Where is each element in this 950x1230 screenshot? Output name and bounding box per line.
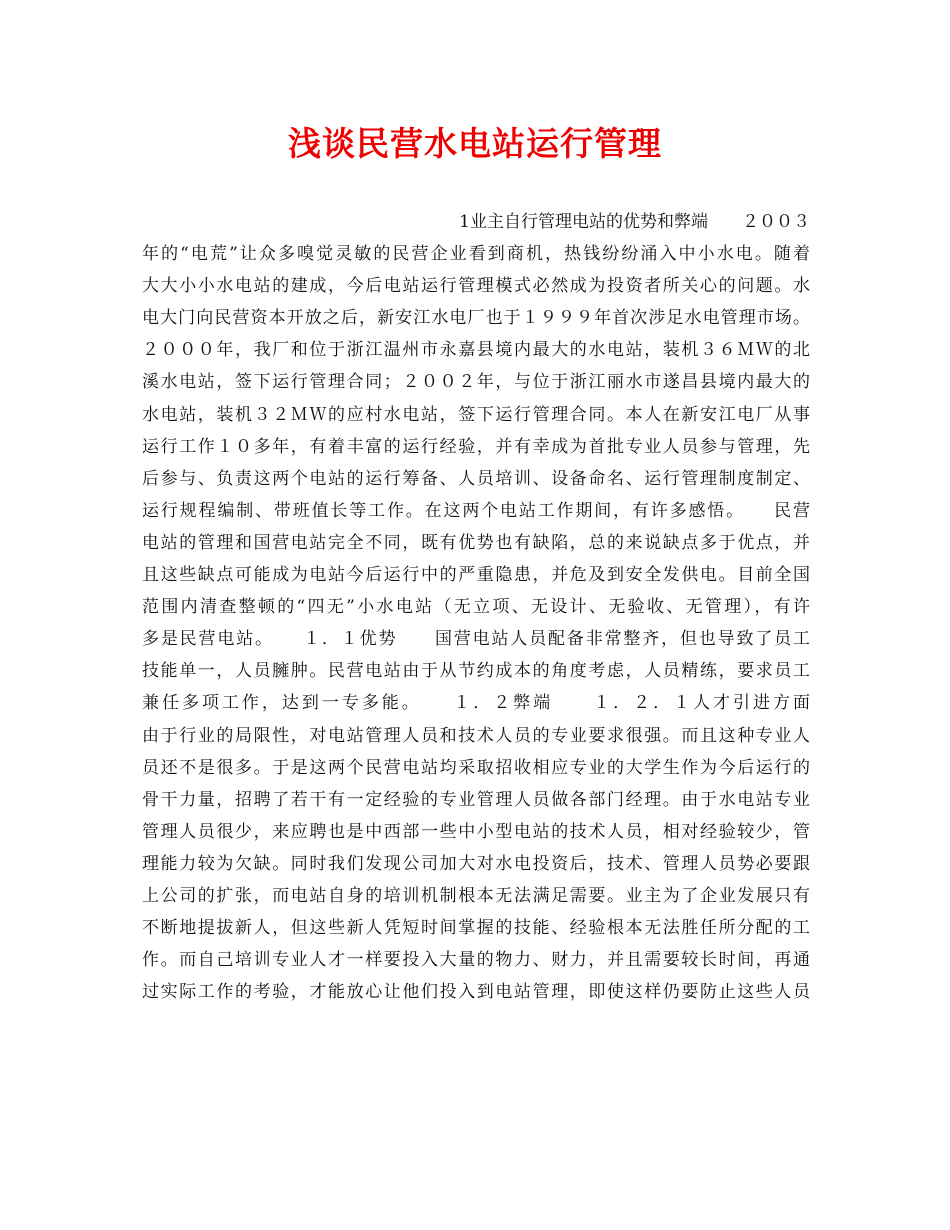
body-line: 大大小小水电站的建成，今后电站运行管理模式必然成为投资者所关心的问题。水	[142, 276, 810, 297]
body-line: 不断地提拔新人，但这些新人凭短时间掌握的技能、经验根本无法胜任所分配的工	[142, 918, 810, 939]
body-line: 电站的管理和国营电站完全不同，既有优势也有缺陷，总的来说缺点多于优点，并	[142, 532, 810, 553]
body-line: 1业主自行管理电站的优势和弊端 ２００３	[459, 212, 810, 232]
body-line: 电大门向民营资本开放之后，新安江水电厂也于１９９９年首次涉足水电管理市场。	[142, 308, 810, 329]
body-line: 溪水电站，签下运行管理合同；２００２年，与位于浙江丽水市遂昌县境内最大的	[142, 372, 810, 393]
body-line: 作。而自己培训专业人才一样要投入大量的物力、财力，并且需要较长时间，再通	[142, 950, 810, 971]
body-line: 兼任多项工作，达到一专多能。 １．２弊端 １．２．１人才引进方面	[142, 693, 810, 714]
body-line: 员还不是很多。于是这两个民营电站均采取招收相应专业的大学生作为今后运行的	[142, 757, 810, 778]
body-line: 管理人员很少，来应聘也是中西部一些中小型电站的技术人员，相对经验较少，管	[142, 821, 810, 842]
document-title: 浅谈民营水电站运行管理	[288, 124, 662, 163]
body-line: 过实际工作的考验，才能放心让他们投入到电站管理，即使这样仍要防止这些人员	[142, 982, 810, 1003]
body-line: 且这些缺点可能成为电站今后运行中的严重隐患，并危及到安全发供电。目前全国	[142, 565, 810, 586]
body-line: 运行规程编制、带班值长等工作。在这两个电站工作期间，有许多感悟。 民营	[142, 500, 810, 521]
body-line: 范围内清查整顿的“四无”小水电站（无立项、无设计、无验收、无管理），有许	[142, 597, 810, 618]
body-line: 水电站，装机３２ＭＷ的应村水电站，签下运行管理合同。本人在新安江电厂从事	[142, 404, 810, 425]
body-line: 后参与、负责这两个电站的运行筹备、人员培训、设备命名、运行管理制度制定、	[142, 468, 810, 489]
body-line: 年的“电荒”让众多嗅觉灵敏的民营企业看到商机，热钱纷纷涌入中小水电。随着	[142, 244, 810, 265]
body-line: 运行工作１０多年，有着丰富的运行经验，并有幸成为首批专业人员参与管理，先	[142, 436, 810, 457]
body-line: 由于行业的局限性，对电站管理人员和技术人员的专业要求很强。而且这种专业人	[142, 725, 810, 746]
body-line: 技能单一，人员臃肿。民营电站由于从节约成本的角度考虑，人员精练，要求员工	[142, 661, 810, 682]
body-line: 多是民营电站。 １．１优势 国营电站人员配备非常整齐，但也导致了员工	[142, 629, 810, 650]
body-line: 骨干力量，招聘了若干有一定经验的专业管理人员做各部门经理。由于水电站专业	[142, 789, 810, 810]
body-line: ２０００年，我厂和位于浙江温州市永嘉县境内最大的水电站，装机３６ＭＷ的北	[142, 340, 810, 361]
body-line: 上公司的扩张，而电站自身的培训机制根本无法满足需要。业主为了企业发展只有	[142, 885, 810, 906]
document-body	[142, 206, 810, 1008]
body-line: 理能力较为欠缺。同时我们发现公司加大对水电投资后，技术、管理人员势必要跟	[142, 853, 810, 874]
